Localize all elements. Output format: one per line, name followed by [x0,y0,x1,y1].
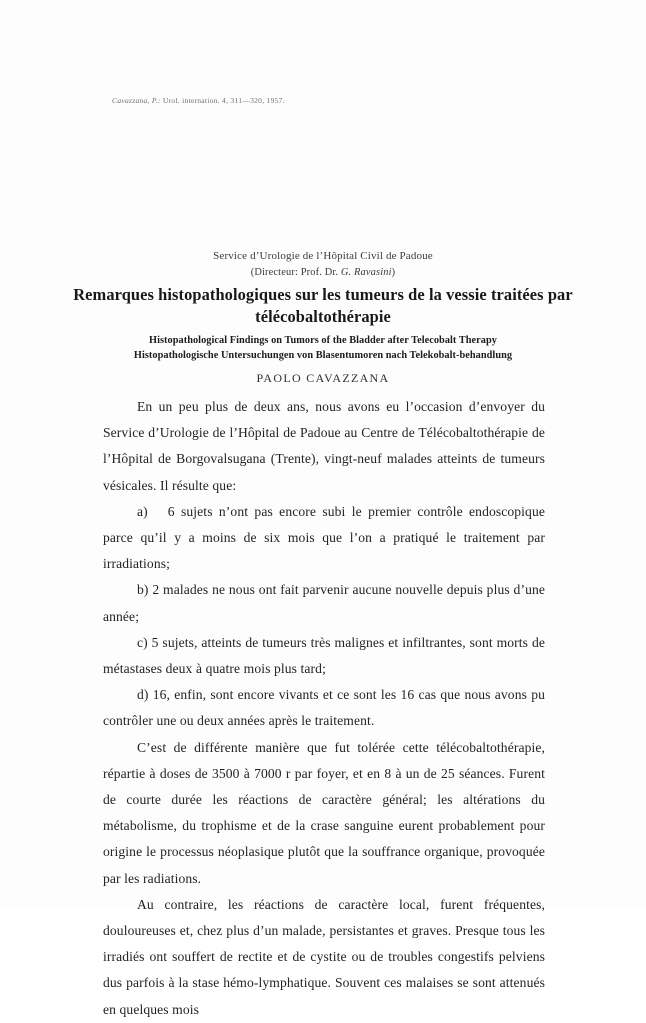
affiliation-institute: Service d’Urologie de l’Hôpital Civil de Padoue [213,250,433,262]
paragraph-intro: En un peu plus de deux ans, nous avons eu l’occasion d’envoyer du Service d’Urologie de l’Hôpital de Padoue au Centre de Télécobaltothérapie de l’Hôpital de Borgovalsugana (Trente), vingt-neuf malades atteints de tumeurs vésicales. Il résulte que: [103,399,545,493]
paragraph-item-b: b) 2 malades ne nous ont fait parvenir aucune nouvelle depuis plus d’une année; [103,582,545,624]
subtitle-german: Histopathologische Untersuchungen von Blasentumoren nach Telekobalt-behandlung [133,349,513,361]
subtitle-block [60,334,586,363]
director-prefix: (Directeur: Prof. Dr. [250,267,341,279]
paragraph-local-reactions: Au contraire, les réactions de caractère local, furent fréquentes, douloureuses et, chez plus d’un malade, persistantes et graves. Presque tous les irradiés ont souffert de rectite et de cystite ou de troubles congestifs pelviens dus parfois à la stase hémo-lymphatique. Souvent ces malaises se sont attenués en quelques mois [103,896,545,1017]
paragraph-item-a: a) 6 sujets n’ont pas encore subi le premier contrôle endoscopique parce qu’il y a moins de six mois que l’on a pratiqué le traitement par irradiations; [103,503,545,572]
director-name: G. Ravasini [340,267,392,279]
paragraph-item-c: c) 5 sujets, atteints de tumeurs très malignes et infiltrantes, sont morts de métastases deux à quatre mois plus tard; [103,634,545,677]
subtitle-english: Histopathological Findings on Tumors of the Bladder after Telecobalt Therapy [149,335,497,347]
running-head [112,96,285,105]
director-suffix: ) [391,267,396,279]
author-name: PAOLO CAVAZZANA [256,371,390,385]
title-block [60,284,586,364]
paragraph-tolerance: C’est de différente manière que fut tolérée cette télécobaltothérapie, répartie à doses de 3500 à 7000 r par foyer, et en 8 à un de 25 séances. Furent de courte durée les réactions de caractère général; les altérations du métabolisme, du trophisme et de la crase sanguine eurent probablement pour origine le processus néoplasique plutôt que la souffrance organique, provoquée par les radiations. [103,739,545,886]
running-head-citation: Urol. internation. 4, 311—320, 1957. [162,96,285,105]
running-head-author: Cavazzana, P.: [112,96,161,105]
affiliation-block [0,248,646,281]
affiliation-director [0,265,646,281]
paragraph-item-d: d) 16, enfin, sont encore vivants et ce sont les 16 cas que nous avons pu contrôler une ou deux années après le traitement. [103,687,545,729]
body-text [103,394,545,1023]
page-title: Remarques histopathologiques sur les tumeurs de la vessie traitées par télécobaltothérapie [73,285,573,326]
